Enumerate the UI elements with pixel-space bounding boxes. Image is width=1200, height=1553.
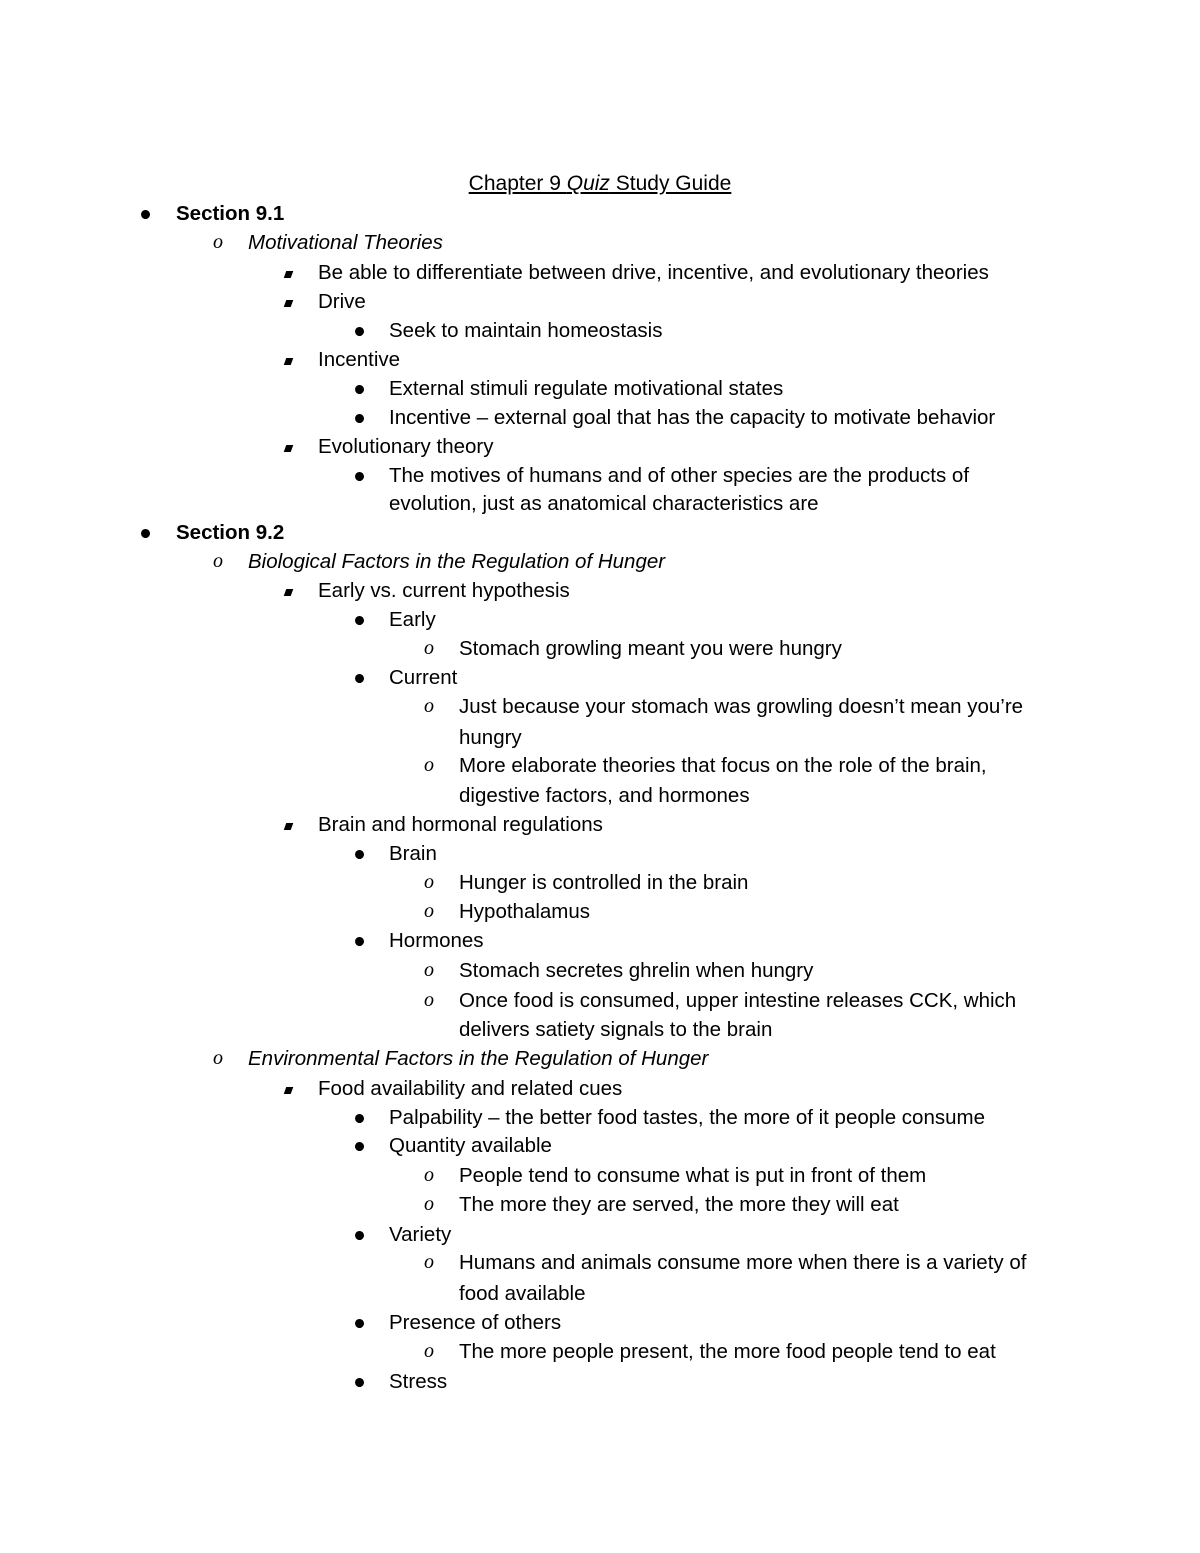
title-italic-word: Quiz <box>566 172 610 195</box>
circle-bullet-icon: o <box>424 871 434 893</box>
outline-item: Current <box>389 666 458 689</box>
title-text-end: Study Guide <box>609 172 732 195</box>
outline-item: Stomach growling meant you were hungry <box>459 637 842 660</box>
outline-item: Hunger is controlled in the brain <box>459 871 749 894</box>
outline-item: food available <box>459 1282 586 1305</box>
outline-item: Presence of others <box>389 1311 562 1334</box>
outline-item: delivers satiety signals to the brain <box>459 1018 773 1041</box>
square-bullet-icon <box>285 432 292 461</box>
circle-bullet-icon: o <box>213 231 223 253</box>
circle-bullet-icon: o <box>424 1164 434 1186</box>
outline-item: Hormones <box>389 929 484 952</box>
page-title <box>0 172 1200 196</box>
section-heading: Section 9.1 <box>176 202 285 225</box>
circle-bullet-icon: o <box>424 695 434 717</box>
round-bullet-icon <box>355 1308 364 1337</box>
round-bullet-icon <box>355 926 364 955</box>
outline-item: Stomach secretes ghrelin when hungry <box>459 959 814 982</box>
round-bullet-icon <box>355 605 364 634</box>
circle-bullet-icon: o <box>424 989 434 1011</box>
outline-item: Once food is consumed, upper intestine releases CCK, which <box>459 989 1017 1012</box>
circle-bullet-icon: o <box>424 1251 434 1273</box>
title-text: Chapter 9 <box>468 172 567 195</box>
circle-bullet-icon: o <box>424 1340 434 1362</box>
outline-item: Just because your stomach was growling doesn’t mean you’re <box>459 695 1024 718</box>
outline-item: Hypothalamus <box>459 900 591 923</box>
outline-item: Seek to maintain homeostasis <box>389 319 663 342</box>
section-heading: Section 9.2 <box>176 521 285 544</box>
circle-bullet-icon: o <box>424 1193 434 1215</box>
outline-item: People tend to consume what is put in front of them <box>459 1164 927 1187</box>
circle-bullet-icon: o <box>424 900 434 922</box>
outline-item: Early vs. current hypothesis <box>318 579 570 602</box>
outline-item: The more people present, the more food people tend to eat <box>459 1340 996 1363</box>
round-bullet-icon <box>355 1220 364 1249</box>
circle-bullet-icon: o <box>213 1047 223 1069</box>
outline-item: Brain <box>389 842 437 865</box>
round-bullet-icon <box>355 1367 364 1396</box>
round-bullet-icon <box>355 1131 364 1160</box>
subsection-heading: Motivational Theories <box>248 231 443 254</box>
circle-bullet-icon: o <box>424 637 434 659</box>
outline-item: External stimuli regulate motivational states <box>389 377 784 400</box>
outline-item: The more they are served, the more they will eat <box>459 1193 899 1216</box>
outline-item: Brain and hormonal regulations <box>318 813 603 836</box>
outline-item: Be able to differentiate between drive, incentive, and evolutionary theories <box>318 261 989 284</box>
round-bullet-icon <box>355 403 364 432</box>
circle-bullet-icon: o <box>213 550 223 572</box>
outline-item: digestive factors, and hormones <box>459 784 750 807</box>
round-bullet-icon <box>355 316 364 345</box>
outline-item: Evolutionary theory <box>318 435 494 458</box>
round-bullet-icon <box>355 461 364 490</box>
outline-item: evolution, just as anatomical characteristics are <box>389 492 819 515</box>
outline-item: Drive <box>318 290 366 313</box>
outline-item: More elaborate theories that focus on the role of the brain, <box>459 754 987 777</box>
round-bullet-icon <box>141 199 150 228</box>
circle-bullet-icon: o <box>424 959 434 981</box>
square-bullet-icon <box>285 287 292 316</box>
square-bullet-icon <box>285 258 292 287</box>
outline-item: hungry <box>459 726 522 749</box>
outline-item: Variety <box>389 1223 452 1246</box>
outline-item: Food availability and related cues <box>318 1077 623 1100</box>
subsection-heading: Biological Factors in the Regulation of Hunger <box>248 550 666 573</box>
round-bullet-icon <box>355 839 364 868</box>
outline-item: Incentive – external goal that has the capacity to motivate behavior <box>389 406 996 429</box>
outline-item: Palpability – the better food tastes, the more of it people consume <box>389 1106 985 1129</box>
outline-item: Incentive <box>318 348 401 371</box>
square-bullet-icon <box>285 810 292 839</box>
round-bullet-icon <box>355 1103 364 1132</box>
square-bullet-icon <box>285 345 292 374</box>
round-bullet-icon <box>141 518 150 547</box>
round-bullet-icon <box>355 663 364 692</box>
outline-item: Early <box>389 608 436 631</box>
circle-bullet-icon: o <box>424 754 434 776</box>
outline-item: The motives of humans and of other species are the products of <box>389 464 970 487</box>
outline-item: Stress <box>389 1370 448 1393</box>
square-bullet-icon <box>285 576 292 605</box>
outline-item: Quantity available <box>389 1134 552 1157</box>
square-bullet-icon <box>285 1074 292 1103</box>
subsection-heading: Environmental Factors in the Regulation of Hunger <box>248 1047 709 1070</box>
outline-item: Humans and animals consume more when there is a variety of <box>459 1251 1027 1274</box>
round-bullet-icon <box>355 374 364 403</box>
